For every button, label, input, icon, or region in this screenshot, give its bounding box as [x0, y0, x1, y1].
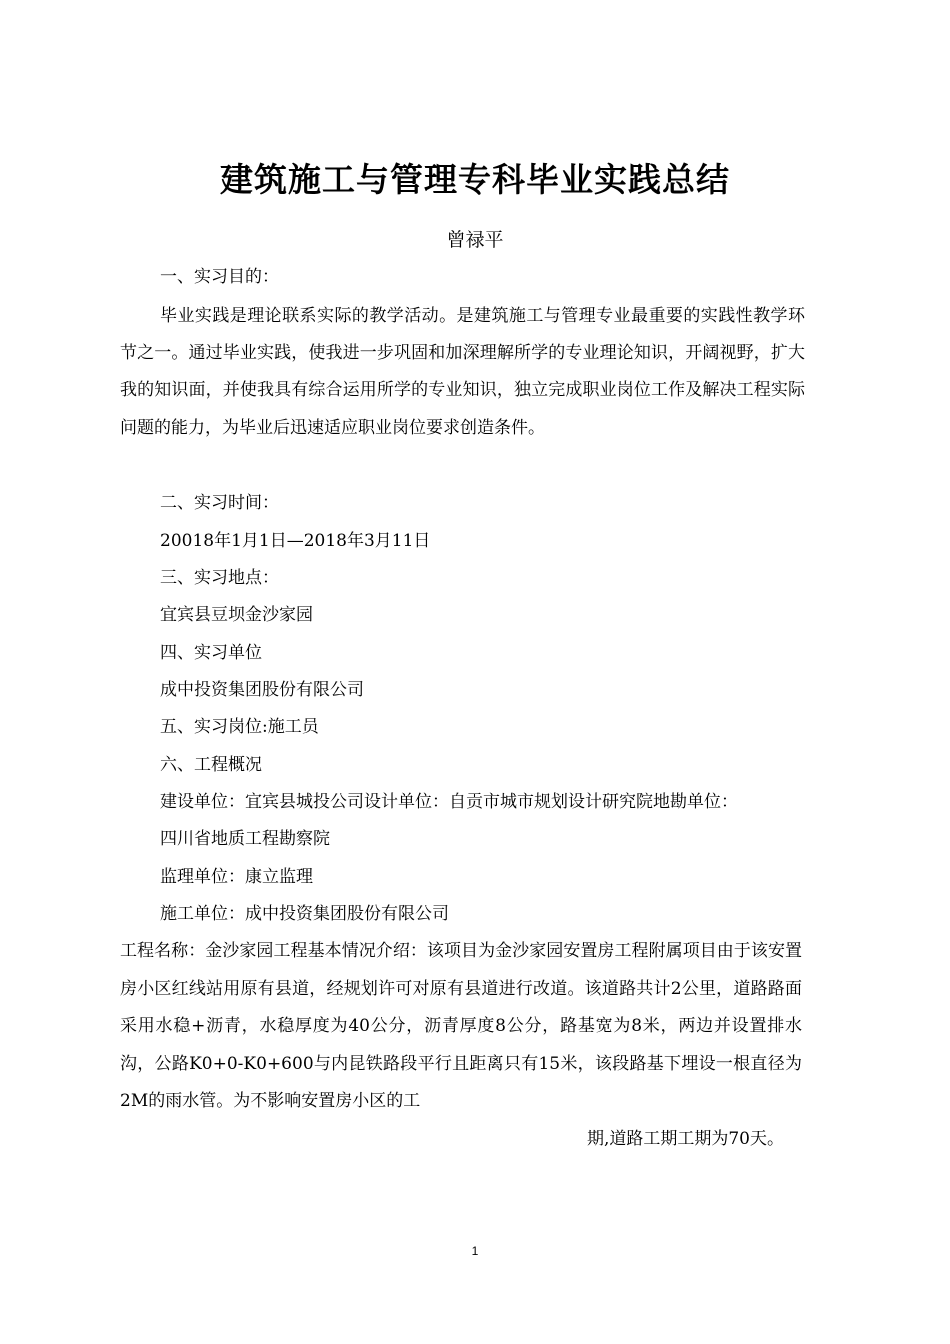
section-heading-unit: 四、实习单位 — [160, 643, 262, 663]
document-title: 建筑施工与管理专科毕业实践总结 — [220, 160, 730, 199]
project-introduction-last-line: 期,道路工期工期为70天。 — [586, 1128, 784, 1149]
author-name: 曾禄平 — [446, 229, 504, 251]
section-heading-time: 二、实习时间： — [160, 493, 279, 513]
section-body-location: 宜宾县豆坝金沙家园 — [160, 605, 313, 625]
page-number: 1 — [471, 1244, 479, 1258]
section-body-unit: 成中投资集团股份有限公司 — [160, 680, 364, 700]
overview-line-supervision-unit: 监理单位：康立监理 — [160, 867, 313, 887]
section-heading-location: 三、实习地点： — [160, 568, 279, 588]
section-body-purpose: 毕业实践是理论联系实际的教学活动。是建筑施工与管理专业最重要的实践性教学环节之一。通过毕业实践，使我进一步巩固和加深理解所学的专业理论知识，开阔视野，扩大我的知识面，并使我具有综合运用所学的专业知识，独立完成职业岗位工作及解决工程实际问题的能力，为毕业后迅速适应职业岗位要求创造条件。 — [120, 306, 805, 438]
project-introduction — [120, 933, 802, 1158]
project-introduction-text: 工程名称：金沙家园工程基本情况介绍：该项目为金沙家园安置房工程附属项目由于该安置房小区红线站用原有县道，经规划许可对原有县道进行改道。该道路共计2公里，道路路面采用水稳+沥青，水稳厚度为40公分，沥青厚度8公分，路基宽为8米，两边并设置排水沟，公路K0+0-K0+600与内昆铁路段平行且距离只有15米，该段路基下埋设一根直径为2M的雨水管。为不影响安置房小区的工 — [120, 941, 802, 1111]
overview-line-contractor-unit: 施工单位：成中投资集团股份有限公司 — [160, 904, 449, 924]
overview-line-construction-unit: 建设单位：宜宾县城投公司设计单位：自贡市城市规划设计研究院地勘单位： — [160, 792, 738, 812]
overview-line-survey-unit: 四川省地质工程勘察院 — [160, 829, 330, 849]
section-body-time: 20018年1月1日—2018年3月11日 — [160, 531, 431, 551]
section-heading-purpose: 一、实习目的： — [160, 267, 279, 287]
section-heading-position: 五、实习岗位:施工员 — [160, 717, 319, 737]
section-heading-overview: 六、工程概况 — [160, 755, 262, 775]
